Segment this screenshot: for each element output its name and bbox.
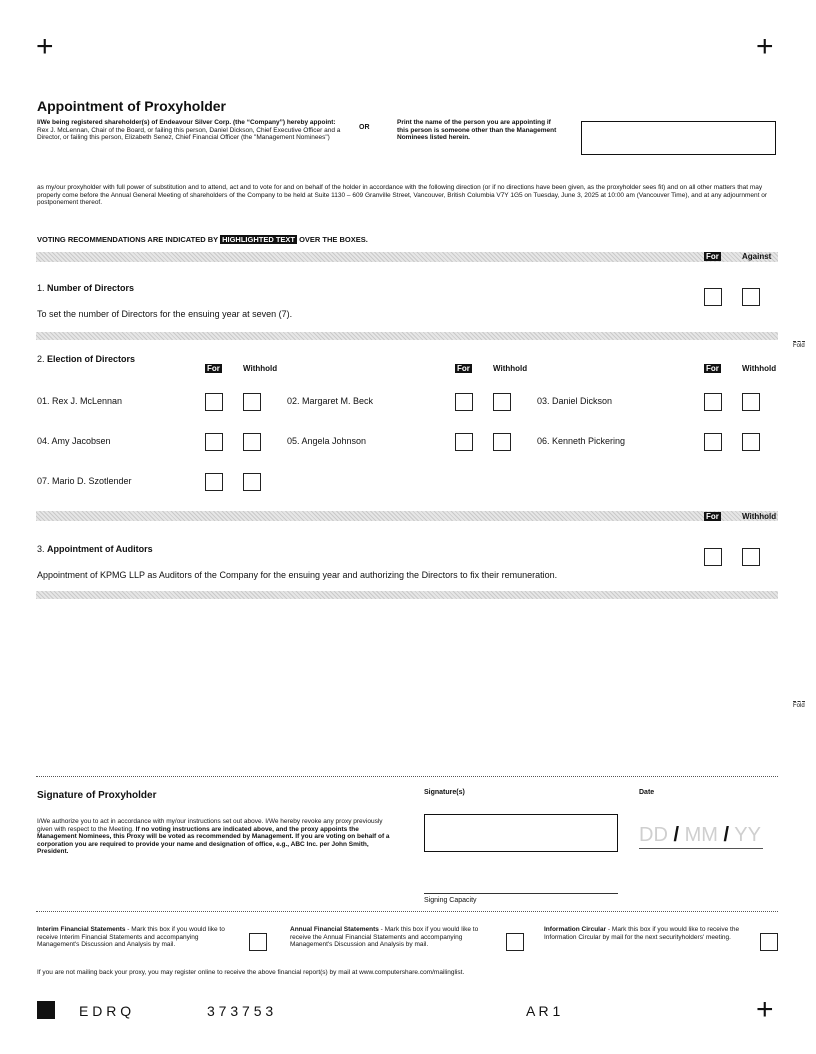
- res2-col1-for-header: For: [207, 364, 220, 373]
- registration-square: [37, 1001, 55, 1019]
- nominee-05-for-checkbox[interactable]: [455, 433, 473, 451]
- res1-against-header: Against: [742, 252, 772, 261]
- hatch-bar-4: [36, 591, 778, 599]
- res1-heading: [37, 283, 134, 293]
- res2-col2-for-header: For: [457, 364, 470, 373]
- res1-against-checkbox[interactable]: [742, 288, 760, 306]
- annual-statements-checkbox[interactable]: [506, 933, 524, 951]
- res1-description: To set the number of Directors for the ensuing year at seven (7).: [37, 309, 293, 319]
- signature-divider: [36, 776, 778, 777]
- date-label: Date: [639, 789, 655, 796]
- hatch-bar-2: [36, 332, 778, 340]
- capacity-label: Signing Capacity: [424, 897, 477, 904]
- res3-for-checkbox[interactable]: [704, 548, 722, 566]
- crop-mark-bottom-right: +: [756, 993, 774, 1026]
- footer-code-1: E D R Q: [79, 1003, 132, 1019]
- nominee-01: 01. Rex J. McLennan: [37, 396, 123, 406]
- rec-prefix: VOTING RECOMMENDATIONS ARE INDICATED BY: [37, 235, 218, 244]
- mail-option-interim: Interim Financial Statements - Mark this box if you would like to receive Interim Financial Statements and accompanying Management's Discussion and Analysis by mail.: [37, 926, 225, 948]
- online-note: If you are not mailing back your proxy, you may register online to receive the above financial report(s) by mail at www.computershare.com/mailinglist.: [37, 969, 465, 976]
- nominee-02: 02. Margaret M. Beck: [287, 396, 374, 406]
- res1-for-header: For: [706, 252, 719, 261]
- res3-for-header: For: [706, 512, 719, 521]
- interim-statements-checkbox[interactable]: [249, 933, 267, 951]
- signature-text-plain: I/We authorize you to act in accordance with my/our instructions set out above. I/We hereby revoke any proxy previously given with respect to the Meeting.: [37, 818, 383, 833]
- information-circular-checkbox[interactable]: [760, 933, 778, 951]
- circular-text: Mark this box if you would like to receive the Information Circular by mail for the next securityholders' meeting.: [544, 926, 740, 941]
- fold-mark-1: Fold: [793, 343, 805, 349]
- proxyholder-name-field[interactable]: [581, 121, 776, 155]
- or-label: OR: [359, 124, 370, 131]
- signature-text-bold2: If you are voting on behalf of a corporation you are required to provide your name and designation of office, e.g., ABC Inc. per John Smith, President.: [37, 833, 390, 855]
- signatures-label: Signature(s): [424, 789, 465, 796]
- nominee-01-for-checkbox[interactable]: [205, 393, 223, 411]
- footer-code-2: 3 7 3 7 5 3: [207, 1003, 274, 1019]
- circular-title: Information Circular: [544, 926, 607, 933]
- nominee-02-withhold-checkbox[interactable]: [493, 393, 511, 411]
- date-sep-1: /: [673, 824, 680, 846]
- print-name-text: Print the name of the person you are appointing if this person is someone other than the Management Nominees listed herein.: [397, 119, 557, 141]
- signature-text: [37, 818, 397, 856]
- date-field[interactable]: [639, 822, 763, 849]
- nominee-03-withhold-checkbox[interactable]: [742, 393, 760, 411]
- interim-title: Interim Financial Statements: [37, 926, 126, 933]
- authority-text: as my/our proxyholder with full power of substitution and to attend, act and to vote for and on behalf of the holder in accordance with the following direction (or if no directions have been given, as the proxyholder sees fit) and on all other matters that may properly come before the Annual General Meeting of shareholders of the Company to be held at Suite 1130 – 609 Granville Street, Vancouver, British Columbia V7Y 1G5 on Tuesday, June 3, 2025 at 10:00 am (Vancouver Time), and at any adjournment or postponement thereof.: [37, 184, 767, 206]
- nominee-02-for-checkbox[interactable]: [455, 393, 473, 411]
- nominee-03-for-checkbox[interactable]: [704, 393, 722, 411]
- res2-col3-for-header: For: [706, 364, 719, 373]
- res2-number: 2.: [37, 354, 45, 364]
- nominee-04-withhold-checkbox[interactable]: [243, 433, 261, 451]
- res3-withhold-header: Withhold: [742, 512, 777, 521]
- res2-heading: [37, 354, 135, 364]
- nominee-06: 06. Kenneth Pickering: [537, 436, 626, 446]
- date-yy: YY: [734, 824, 761, 846]
- res1-number: 1.: [37, 283, 45, 293]
- nominee-05: 05. Angela Johnson: [287, 436, 367, 446]
- rec-suffix: OVER THE BOXES.: [299, 235, 368, 244]
- res3-title: Appointment of Auditors: [47, 544, 153, 554]
- nominee-03: 03. Daniel Dickson: [537, 396, 613, 406]
- rec-highlight: HIGHLIGHTED TEXT: [222, 235, 295, 244]
- nominee-07-for-checkbox[interactable]: [205, 473, 223, 491]
- res2-col3-withhold-header: Withhold: [742, 364, 777, 373]
- nominee-04: 04. Amy Jacobsen: [37, 436, 111, 446]
- signature-title: Signature of Proxyholder: [37, 790, 157, 801]
- signature-field[interactable]: [424, 814, 618, 852]
- appoint-text: [37, 119, 342, 142]
- res3-withhold-checkbox[interactable]: [742, 548, 760, 566]
- mail-option-circular: Information Circular - Mark this box if you would like to receive the Information Circular by mail for the next securityholders' meeting.: [544, 926, 740, 941]
- nominee-07: 07. Mario D. Szotlender: [37, 476, 132, 486]
- annual-title: Annual Financial Statements: [290, 926, 379, 933]
- date-dd: DD: [639, 824, 668, 846]
- footer-code-3: A R 1: [526, 1003, 561, 1019]
- res3-description: Appointment of KPMG LLP as Auditors of the Company for the ensuing year and authorizing the Directors to fix their remuneration.: [37, 570, 558, 580]
- res3-heading: [37, 544, 153, 554]
- annual-text: Mark this box if you would like to receive the Annual Financial Statements and accompanying Management's Discussion and Analysis by mail.: [290, 926, 479, 948]
- mail-options-divider: [36, 911, 778, 912]
- appoint-text-bold: I/We being registered shareholder(s) of Endeavour Silver Corp. (the “Company”) hereby appoint:: [37, 119, 336, 126]
- capacity-line: [424, 893, 618, 894]
- interim-text: Mark this box if you would like to receive Interim Financial Statements and accompanying Management's Discussion and Analysis by mail.: [37, 926, 225, 948]
- date-sep-2: /: [723, 824, 730, 846]
- crop-mark-top-right: +: [756, 30, 774, 63]
- crop-mark-top-left: +: [36, 30, 54, 63]
- res2-col2-withhold-header: Withhold: [493, 364, 528, 373]
- voting-recommendation-note: [37, 235, 368, 244]
- appoint-text-plain: Rex J. McLennan, Chair of the Board, or failing this person, Daniel Dickson, Chief Executive Officer and a Director, or failing this person, Elizabeth Senez, Chief Financial Officer (the "Management Nominees"): [37, 126, 341, 141]
- nominee-01-withhold-checkbox[interactable]: [243, 393, 261, 411]
- date-mm: MM: [684, 824, 718, 846]
- res2-col1-withhold-header: Withhold: [243, 364, 278, 373]
- nominee-06-withhold-checkbox[interactable]: [742, 433, 760, 451]
- nominee-05-withhold-checkbox[interactable]: [493, 433, 511, 451]
- res1-title: Number of Directors: [47, 283, 135, 293]
- res3-number: 3.: [37, 544, 45, 554]
- signature-text-bold: If no voting instructions are indicated above, and the proxy appoints the Management Nominees, this Proxy will be voted as recommended by Management.: [37, 825, 359, 840]
- hatch-bar-3: [36, 511, 778, 521]
- mail-option-annual: Annual Financial Statements - Mark this box if you would like to receive the Annual Financial Statements and accompanying Management's Discussion and Analysis by mail.: [290, 926, 479, 948]
- nominee-04-for-checkbox[interactable]: [205, 433, 223, 451]
- hatch-bar-1: [36, 252, 778, 262]
- res1-for-checkbox[interactable]: [704, 288, 722, 306]
- res2-title: Election of Directors: [47, 354, 136, 364]
- proxy-title: Appointment of Proxyholder: [37, 98, 226, 114]
- fold-mark-2: Fold: [793, 703, 805, 709]
- nominee-06-for-checkbox[interactable]: [704, 433, 722, 451]
- nominee-07-withhold-checkbox[interactable]: [243, 473, 261, 491]
